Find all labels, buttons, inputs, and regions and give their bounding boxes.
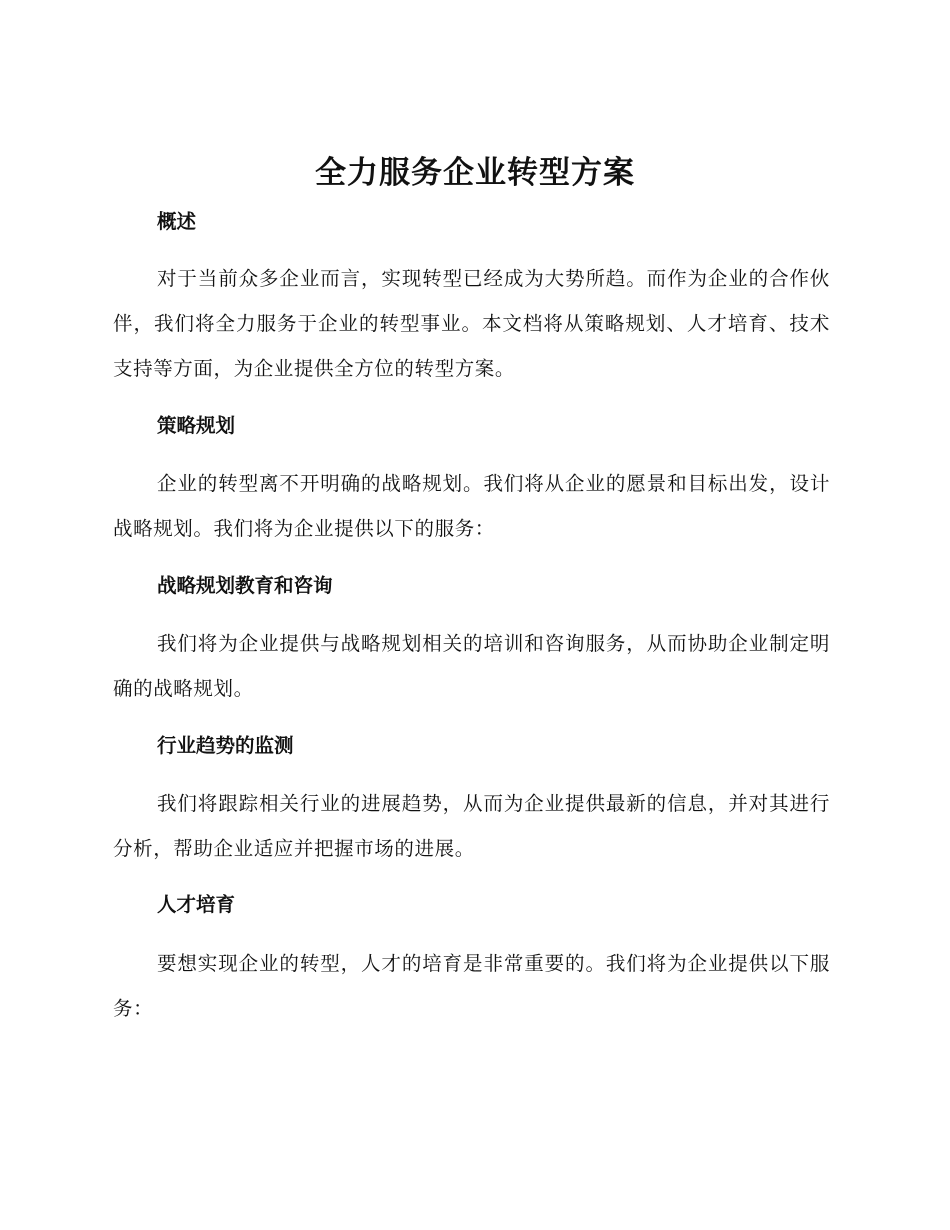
- section-heading-strategy: 策略规划: [157, 414, 236, 437]
- section-body-overview: 对于当前众多企业而言，实现转型已经成为大势所趋。而作为企业的合作伙伴，我们将全力服务于企业的转型事业。本文档将从策略规划、人才培育、技术支持等方面，为企业提供全方位的转型方案。: [113, 267, 830, 380]
- section-body-talent: 要想实现企业的转型，人才的培育是非常重要的。我们将为企业提供以下服务：: [113, 952, 830, 1020]
- section-body-industry-trends: 我们将跟踪相关行业的进展趋势，从而为企业提供最新的信息，并对其进行分析，帮助企业适应并把握市场的进展。: [113, 792, 830, 860]
- section-heading-overview: 概述: [157, 210, 197, 233]
- section-heading-industry-trends: 行业趋势的监测: [157, 734, 294, 757]
- section-heading-strategy-education: 战略规划教育和咨询: [157, 574, 333, 597]
- section-body-strategy: 企业的转型离不开明确的战略规划。我们将从企业的愿景和目标出发，设计战略规划。我们将为企业提供以下的服务：: [113, 472, 830, 540]
- section-heading-talent: 人才培育: [157, 893, 236, 916]
- section-body-strategy-education: 我们将为企业提供与战略规划相关的培训和咨询服务，从而协助企业制定明确的战略规划。: [113, 632, 830, 700]
- document-title: 全力服务企业转型方案: [315, 155, 635, 191]
